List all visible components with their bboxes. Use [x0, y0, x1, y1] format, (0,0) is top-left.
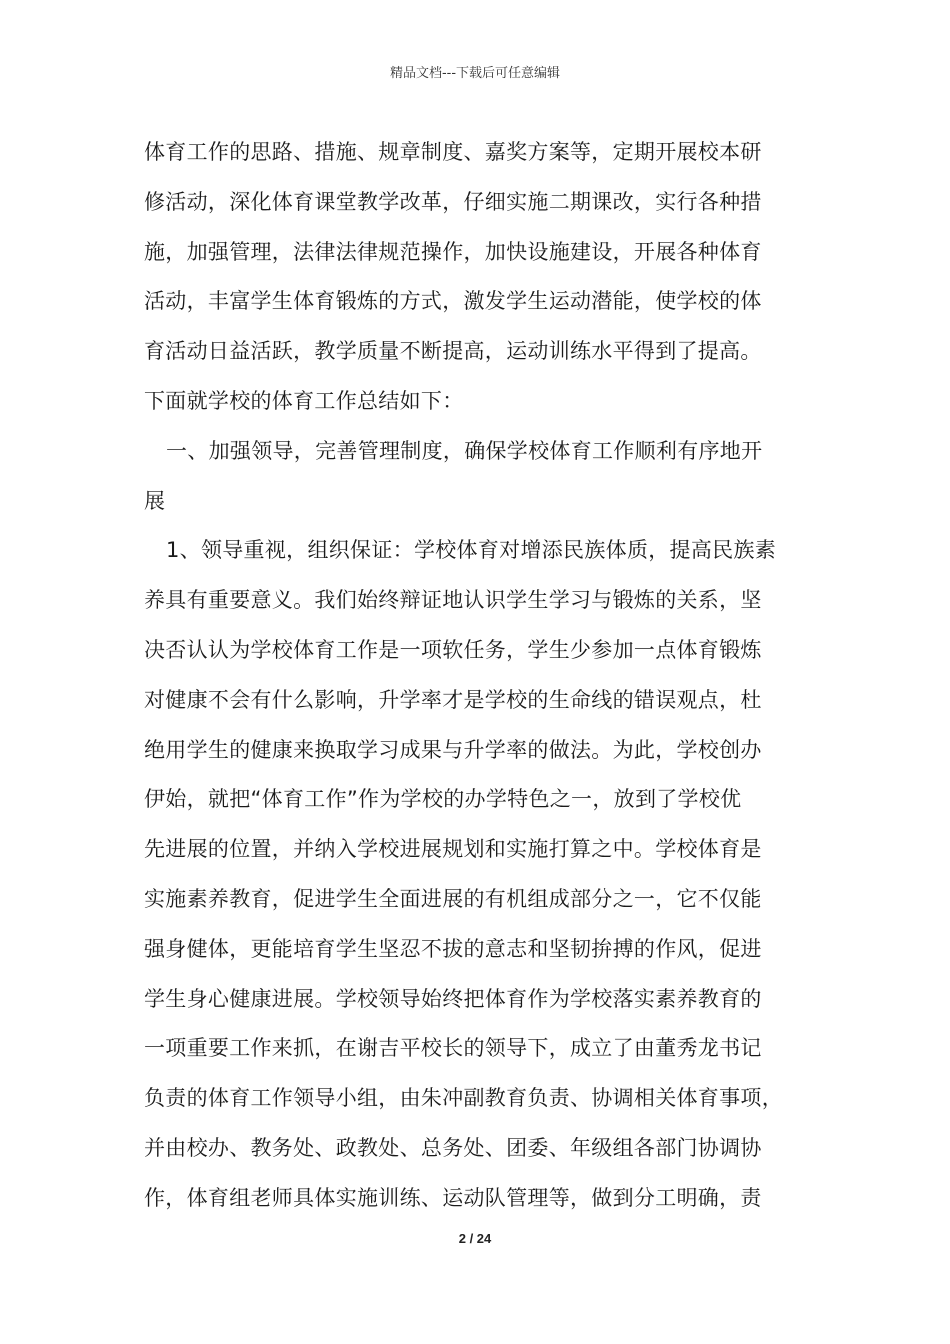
text-line: 一项重要工作来抓，在谢吉平校长的领导下，成立了由董秀龙书记 [144, 1036, 762, 1061]
text-line: 展 [144, 488, 166, 513]
text-line: 实施素养教育，促进学生全面进展的有机组成部分之一，它不仅能 [144, 886, 762, 911]
page-number: 2 / 24 [458, 1231, 492, 1246]
text-line: 对健康不会有什么影响，升学率才是学校的生命线的错误观点，杜 [144, 687, 762, 712]
page-header: 精品文档---下载后可任意编辑 [389, 66, 561, 81]
text-line: 体育工作的思路、措施、规章制度、嘉奖方案等，定期开展校本研 [144, 140, 762, 164]
text-line: 养具有重要意义。我们始终辩证地认识学生学习与锻炼的关系，坚 [144, 588, 762, 613]
text-line: 并由校办、教务处、政教处、总务处、团委、年级组各部门协调协 [144, 1135, 762, 1160]
body-text [144, 128, 814, 1224]
text-line: 施，加强管理，法律法律规范操作，加快设施建设，开展各种体育 [144, 239, 762, 264]
text-line: 1、领导重视，组织保证：学校体育对增添民族体质，提高民族素 [166, 538, 777, 563]
text-line: 育活动日益活跃，教学质量不断提高，运动训练水平得到了提高。 [144, 339, 762, 364]
text-line: 负责的体育工作领导小组，由朱冲副教育负责、协调相关体育事项， [144, 1086, 783, 1111]
text-line: 学生身心健康进展。学校领导始终把体育作为学校落实素养教育的 [144, 986, 762, 1011]
text-line: 先进展的位置，并纳入学校进展规划和实施打算之中。学校体育是 [144, 837, 762, 862]
text-line: 修活动，深化体育课堂教学改革，仔细实施二期课改，实行各种措 [144, 189, 762, 214]
text-line: 一、加强领导，完善管理制度，确保学校体育工作顺利有序地开 [166, 438, 763, 463]
text-line: 活动，丰富学生体育锻炼的方式，激发学生运动潜能，使学校的体 [144, 289, 762, 314]
text-line: 绝用学生的健康来换取学习成果与升学率的做法。为此，学校创办 [144, 737, 762, 762]
text-line: 作，体育组老师具体实施训练、运动队管理等，做到分工明确，责 [144, 1185, 762, 1210]
text-line: 下面就学校的体育工作总结如下： [144, 388, 464, 413]
text-line: 强身健体，更能培育学生坚忍不拔的意志和坚韧拚搏的作风，促进 [144, 936, 762, 961]
text-line: 伊始，就把“体育工作”作为学校的办学特色之一，放到了学校优 [144, 787, 742, 812]
text-line: 决否认认为学校体育工作是一项软任务，学生少参加一点体育锻炼 [144, 637, 762, 662]
